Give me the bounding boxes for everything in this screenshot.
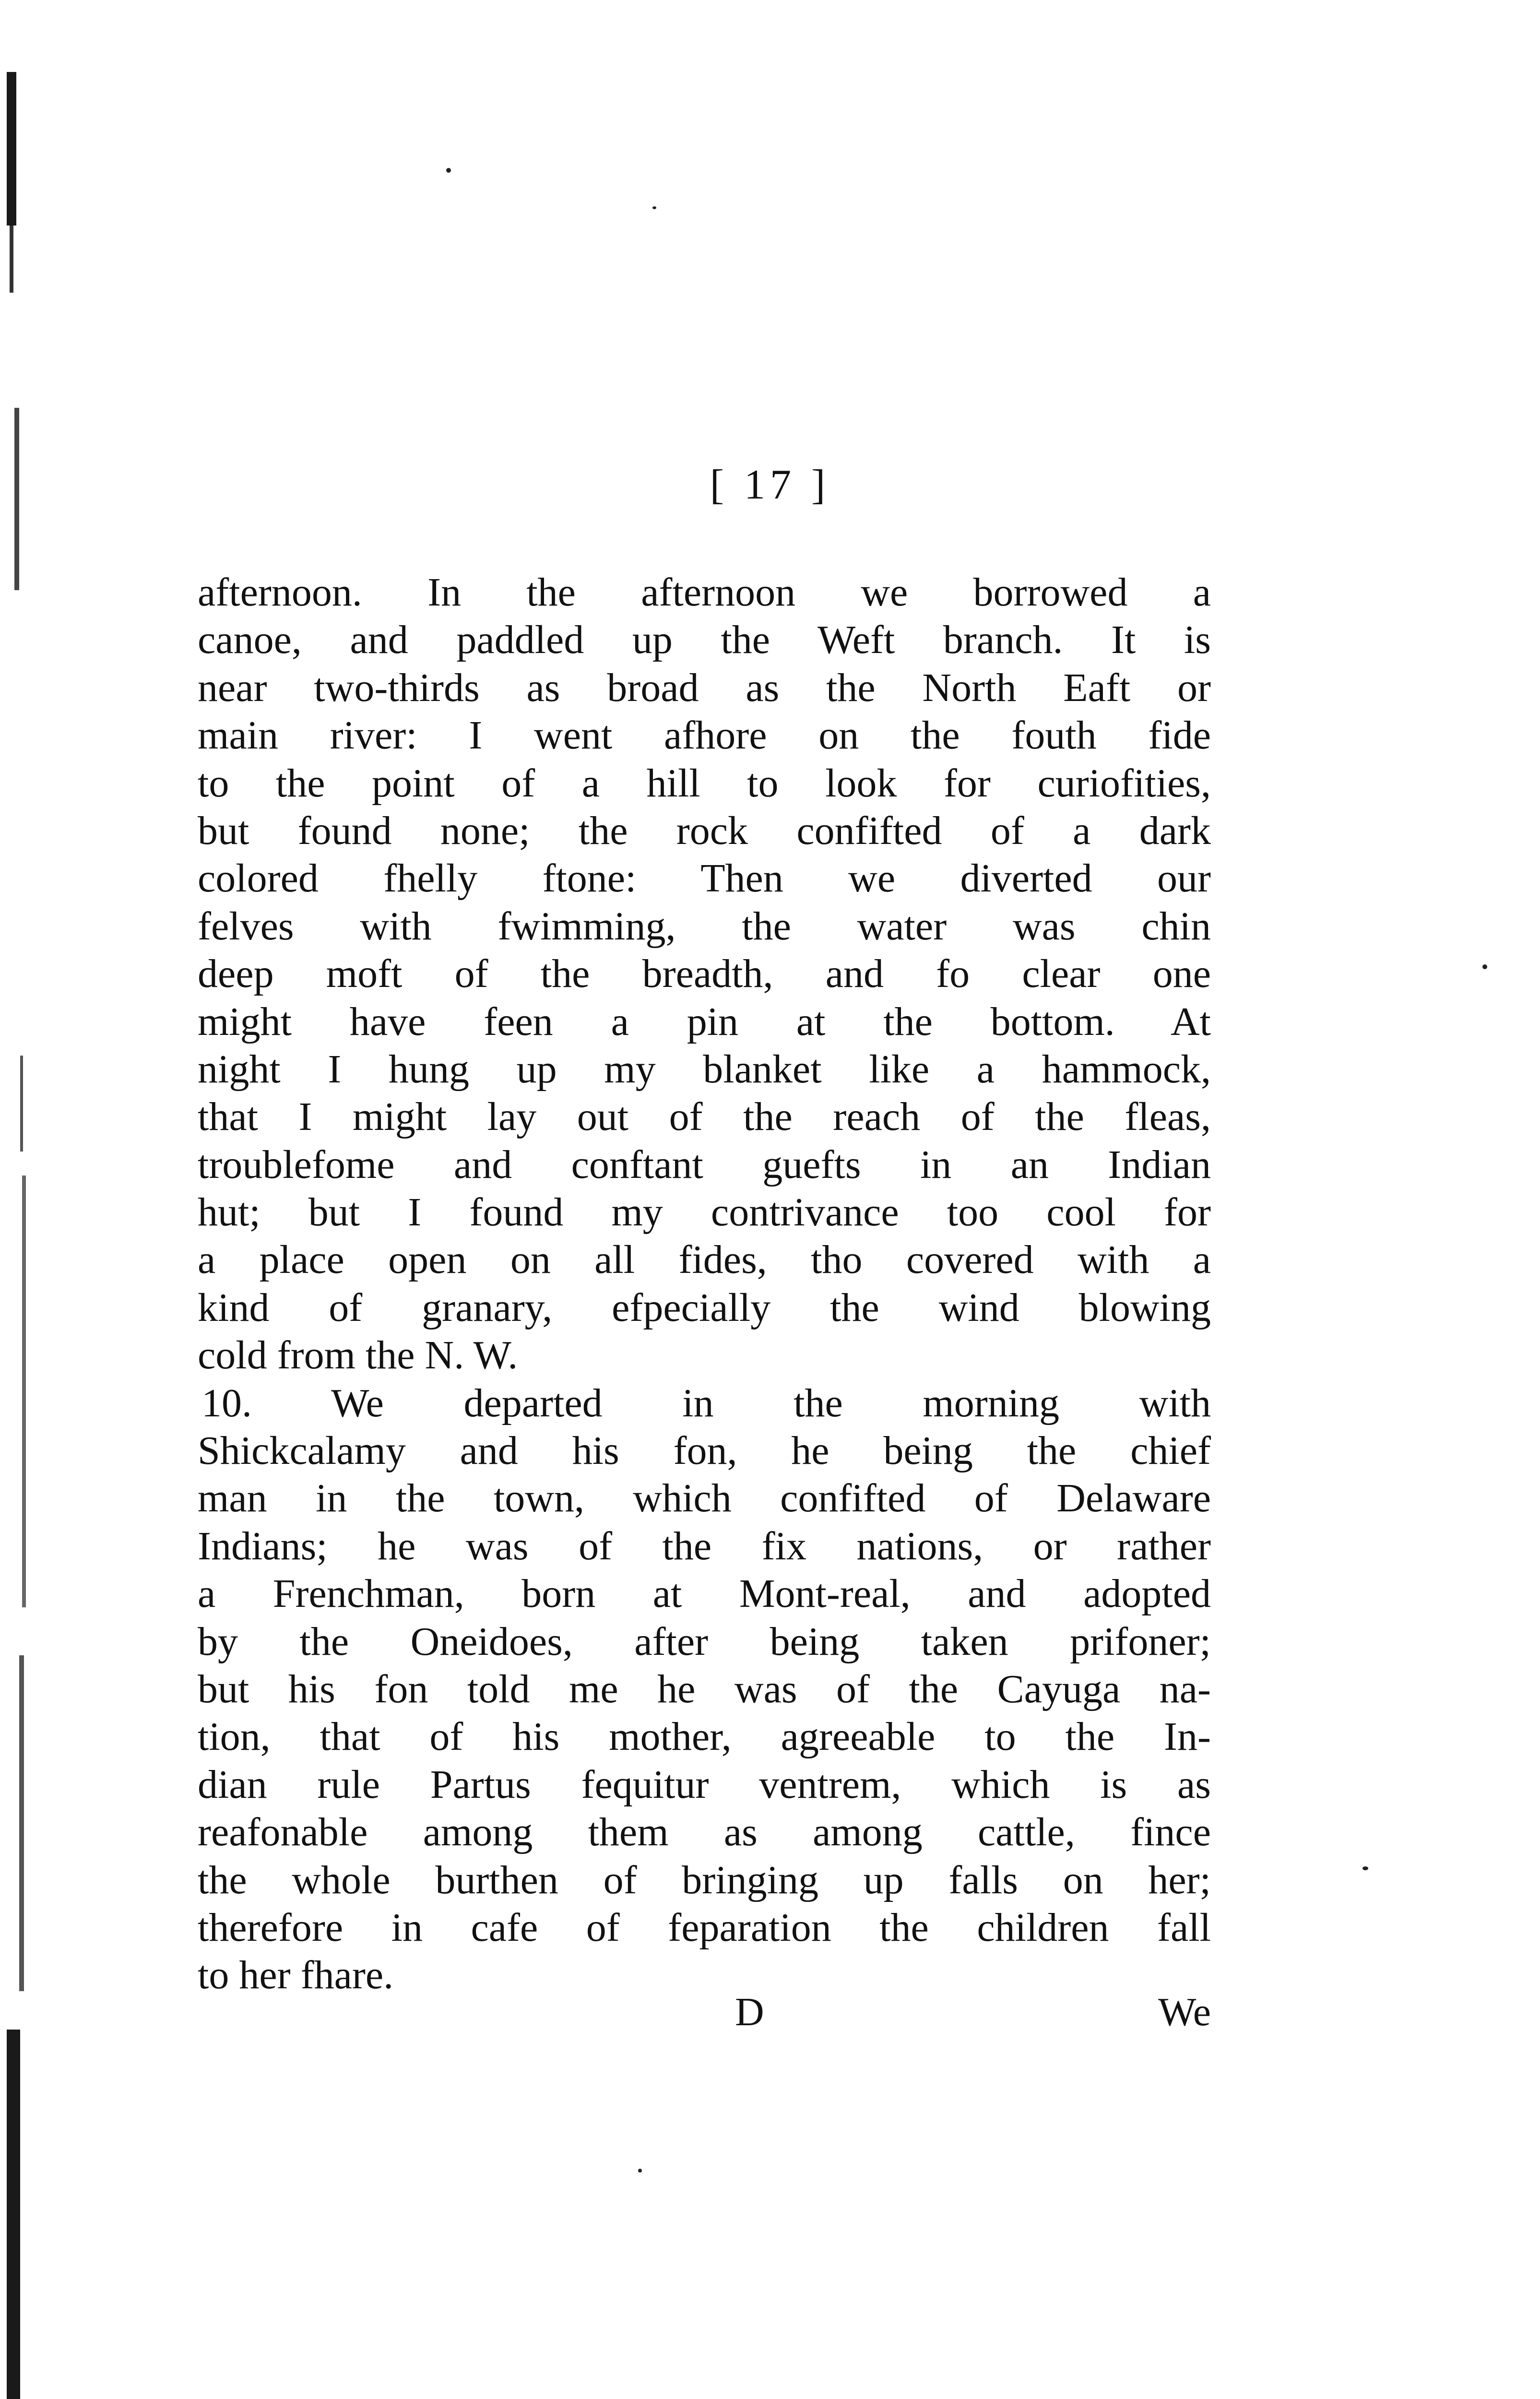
text-line: felves with fwimming, the water was chin — [198, 903, 1211, 949]
signature-mark: D — [735, 1990, 764, 2034]
scan-binding-edge — [0, 72, 53, 2399]
text-line: dian rule Partus fequitur ventrem, which is as — [198, 1762, 1211, 1807]
text-line: the whole burthen of bringing up falls on her; — [198, 1857, 1211, 1902]
text-line: therefore in cafe of feparation the children fall — [198, 1905, 1211, 1950]
text-line: canoe, and paddled up the Weft branch. It is — [198, 618, 1211, 663]
scan-speck — [1362, 1866, 1368, 1870]
text-line: cold from the N. W. — [198, 1333, 518, 1378]
text-line: to her fhare. — [198, 1953, 394, 1998]
text-line: deep moft of the breadth, and fo clear one — [198, 951, 1211, 997]
scan-speck — [638, 2169, 642, 2173]
text-line: a place open on all fides, tho covered with a — [198, 1237, 1211, 1283]
text-line: kind of granary, efpecially the wind blowing — [198, 1285, 1211, 1330]
text-line: troublefome and conftant guefts in an Indian — [198, 1142, 1211, 1187]
text-line: near two-thirds as broad as the North Eaft or — [198, 665, 1211, 710]
text-line: hut; but I found my contrivance too cool for — [198, 1190, 1211, 1235]
text-line: afternoon. In the afternoon we borrowed a — [198, 570, 1211, 615]
scan-speck — [652, 206, 656, 209]
text-line: reafonable among them as among cattle, fince — [198, 1810, 1211, 1855]
text-line: night I hung up my blanket like a hammock, — [198, 1046, 1211, 1092]
text-line: that I might lay out of the reach of the fleas, — [198, 1094, 1211, 1140]
scan-speck — [446, 168, 451, 173]
page-footer — [198, 1989, 1211, 2042]
text-line: main river: I went afhore on the fouth fide — [198, 713, 1211, 758]
text-line: but found none; the rock confifted of a dark — [198, 808, 1211, 853]
text-line: Shickcalamy and his fon, he being the chief — [198, 1428, 1211, 1473]
text-line: but his fon told me he was of the Cayuga na- — [198, 1666, 1211, 1711]
text-line: might have feen a pin at the bottom. At — [198, 999, 1211, 1044]
page-number: [ 17 ] — [710, 462, 830, 508]
text-line: 10. We departed in the morning with — [201, 1380, 1211, 1425]
catchword: We — [1158, 1990, 1211, 2034]
text-line: colored fhelly ftone: Then we diverted our — [198, 856, 1211, 901]
text-line: Indians; he was of the fix nations, or rather — [198, 1523, 1211, 1568]
text-line: to the point of a hill to look for curiofities, — [198, 760, 1211, 806]
text-line: tion, that of his mother, agreeable to the In- — [198, 1714, 1211, 1759]
scan-speck — [1482, 964, 1487, 969]
text-line: a Frenchman, born at Mont-real, and adopted — [198, 1571, 1211, 1616]
text-line: by the Oneidoes, after being taken prifoner; — [198, 1619, 1211, 1664]
text-line: man in the town, which confifted of Delaware — [198, 1476, 1211, 1521]
body-text — [198, 569, 1211, 1999]
